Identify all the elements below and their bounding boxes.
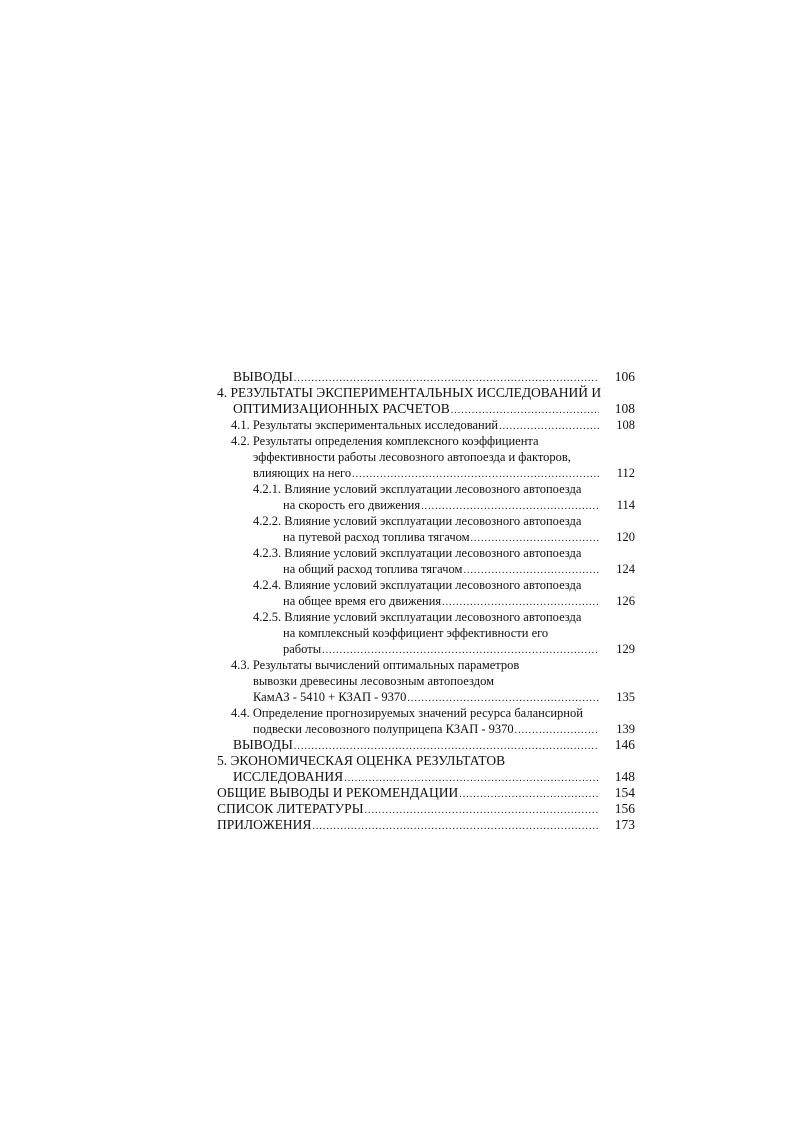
toc-entry-conclusions-3[interactable] — [217, 369, 635, 385]
toc-entry-title: на общее время его движения — [283, 594, 442, 608]
toc-entry-4-3[interactable] — [217, 657, 635, 673]
toc-entry-4-4-cont[interactable] — [217, 721, 635, 737]
toc-page-number: 135 — [616, 690, 635, 704]
toc-page-number: 114 — [616, 498, 635, 512]
toc-entry-title: 4.1. Результаты экспериментальных исследований — [231, 418, 499, 432]
toc-page-number: 126 — [616, 594, 635, 608]
toc-page-number: 173 — [614, 817, 635, 832]
toc-entry-title: ВЫВОДЫ — [233, 369, 293, 384]
toc-entry-4-2-1[interactable] — [217, 481, 635, 497]
toc-entry-title: 4.3. Результаты вычислений оптимальных параметров — [231, 658, 520, 672]
toc-page-number: 148 — [614, 769, 635, 784]
toc-entry-4-2-2[interactable] — [217, 513, 635, 529]
toc-entry-4-2-3-cont[interactable] — [217, 561, 635, 577]
toc-entry-title: СПИСОК ЛИТЕРАТУРЫ — [217, 801, 364, 816]
toc-entry-general-conclusions[interactable] — [217, 785, 635, 801]
toc-page-number: 106 — [614, 369, 635, 384]
toc-entry-title: 4.2.3. Влияние условий эксплуатации лесовозного автопоезда — [253, 546, 582, 560]
leader-dots — [312, 819, 599, 835]
toc-entry-title: ВЫВОДЫ — [233, 737, 293, 752]
toc-entry-conclusions-4[interactable] — [217, 737, 635, 753]
table-of-contents — [217, 369, 635, 833]
toc-entry-chapter-5-cont[interactable] — [217, 769, 635, 785]
toc-entry-4-2-3[interactable] — [217, 545, 635, 561]
toc-entry-title: 4.2.4. Влияние условий эксплуатации лесовозного автопоезда — [253, 578, 582, 592]
toc-entry-4-3-cont[interactable] — [217, 673, 635, 689]
toc-entry-title: 4. РЕЗУЛЬТАТЫ ЭКСПЕРИМЕНТАЛЬНЫХ ИССЛЕДОВАНИЙ И — [217, 385, 602, 400]
toc-entry-title: вывозки древесины лесовозным автопоездом — [253, 674, 494, 688]
toc-entry-title: 4.2.5. Влияние условий эксплуатации лесовозного автопоезда — [253, 610, 582, 624]
toc-entry-4-2-1-cont[interactable] — [217, 497, 635, 513]
toc-entry-title: на путевой расход топлива тягачом — [283, 530, 470, 544]
toc-entry-chapter-4-cont[interactable] — [217, 401, 635, 417]
toc-entry-title: подвески лесовозного полуприцепа КЗАП - 9370 — [253, 722, 514, 736]
toc-page-number: 129 — [616, 642, 635, 656]
toc-page-number: 108 — [616, 418, 635, 432]
toc-entry-title: КамАЗ - 5410 + КЗАП - 9370 — [253, 690, 407, 704]
toc-entry-title: ОПТИМИЗАЦИОННЫХ РАСЧЕТОВ — [233, 401, 450, 416]
toc-entry-4-2-cont-2[interactable] — [217, 465, 635, 481]
toc-entry-title: на скорость его движения — [283, 498, 421, 512]
toc-entry-appendices[interactable] — [217, 817, 635, 833]
toc-page-number: 108 — [614, 401, 635, 416]
toc-entry-title: влияющих на него — [253, 466, 352, 480]
toc-entry-title: 4.2. Результаты определения комплексного коэффициента — [231, 434, 539, 448]
toc-entry-title: 5. ЭКОНОМИЧЕСКАЯ ОЦЕНКА РЕЗУЛЬТАТОВ — [217, 753, 506, 768]
toc-entry-title: ПРИЛОЖЕНИЯ — [217, 817, 312, 832]
toc-entry-4-3-cont-2[interactable] — [217, 689, 635, 705]
toc-entry-4-2-5-cont[interactable] — [217, 625, 635, 641]
toc-entry-title: работы — [283, 642, 322, 656]
toc-entry-references[interactable] — [217, 801, 635, 817]
toc-entry-chapter-5[interactable] — [217, 753, 635, 769]
toc-entry-4-2-5[interactable] — [217, 609, 635, 625]
toc-entry-title: 4.2.1. Влияние условий эксплуатации лесовозного автопоезда — [253, 482, 582, 496]
toc-entry-4-4[interactable] — [217, 705, 635, 721]
toc-entry-4-2-cont[interactable] — [217, 449, 635, 465]
toc-entry-4-2-5-cont-2[interactable] — [217, 641, 635, 657]
toc-page-number: 139 — [616, 722, 635, 736]
toc-entry-title: 4.2.2. Влияние условий эксплуатации лесовозного автопоезда — [253, 514, 582, 528]
toc-entry-4-2[interactable] — [217, 433, 635, 449]
toc-entry-title: эффективности работы лесовозного автопоезда и факторов, — [253, 450, 571, 464]
toc-page-number: 146 — [614, 737, 635, 752]
toc-entry-4-2-2-cont[interactable] — [217, 529, 635, 545]
toc-entry-title: 4.4. Определение прогнозируемых значений ресурса балансирной — [231, 706, 583, 720]
toc-entry-4-2-4-cont[interactable] — [217, 593, 635, 609]
toc-entry-4-2-4[interactable] — [217, 577, 635, 593]
toc-entry-title: на комплексный коэффициент эффективности его — [283, 626, 549, 640]
toc-page-number: 154 — [614, 785, 635, 800]
toc-page-number: 124 — [616, 562, 635, 576]
toc-entry-title: на общий расход топлива тягачом — [283, 562, 463, 576]
toc-page-number: 120 — [616, 530, 635, 544]
toc-entry-title: ИССЛЕДОВАНИЯ — [233, 769, 344, 784]
toc-page-number: 156 — [614, 801, 635, 816]
toc-entry-chapter-4[interactable] — [217, 385, 635, 401]
toc-entry-title: ОБЩИЕ ВЫВОДЫ И РЕКОМЕНДАЦИИ — [217, 785, 459, 800]
toc-entry-4-1[interactable] — [217, 417, 635, 433]
toc-page-number: 112 — [616, 466, 635, 480]
